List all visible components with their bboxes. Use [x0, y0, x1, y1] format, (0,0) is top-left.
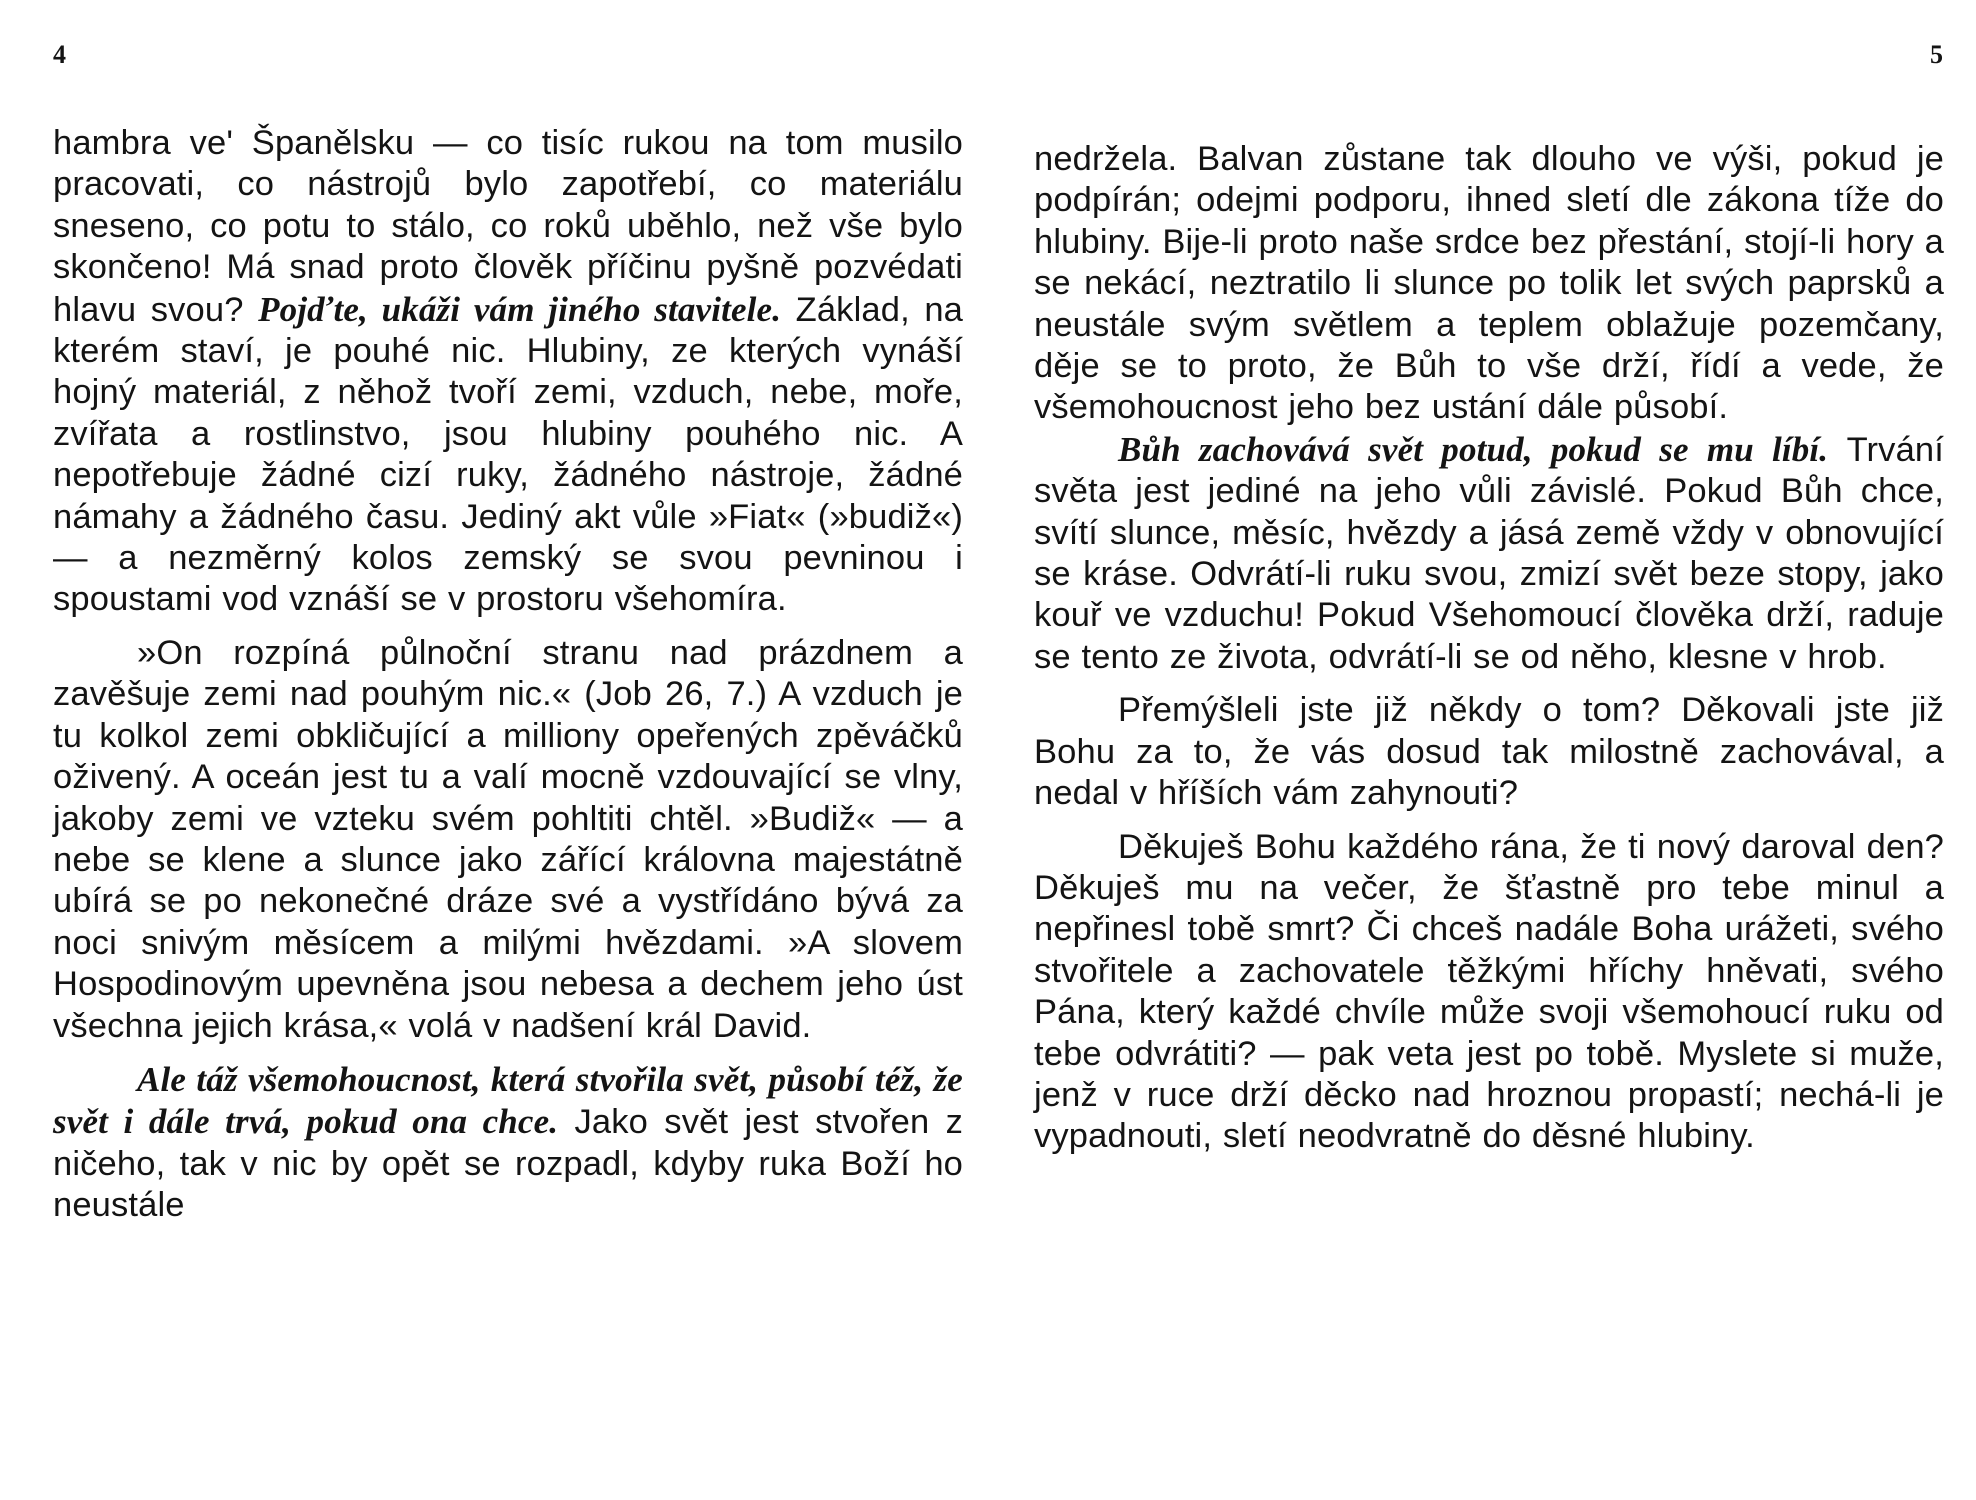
paragraph [53, 633, 963, 1047]
italic-segment: Pojďte, ukáži vám jiného stavitele. [258, 289, 782, 329]
text-segment: Trvání světa jest jediné na jeho vůli závislé. Pokud Bůh chce, svítí slunce, měsíc, hvězdy a jásá země vždy v obnovující se kráse. Odvrátí-li ruku svou, zmizí svět beze stopy, jako kouř ve vzduchu! Pokud Všehomoucí člověka drží, raduje se tento ze života, odvrátí-li se od něho, klesne v hrob. [1034, 430, 1944, 676]
text-segment: hambra ve' Španělsku — co tisíc rukou na tom musilo pracovati, co nástrojů bylo zapotřebí, co materiálu sneseno, co potu to stálo, co roků uběhlo, než vše bylo skončeno! Má snad proto člověk příčinu pyšně pozvédati hlavu svou? [53, 124, 963, 329]
text-segment: Děkuješ Bohu každého rána, že ti nový daroval den? Děkuješ mu na večer, že šťastně pro tebe minul a nepřinesl tobě smrt? Či chceš nadále Boha urážeti, svého stvořitele a zachovatele těžkými hříchy hněvati, svého Pána, který každé chvíle může svoji všemohoucí ruku od tebe odvrátiti? — pak veta jest po tobě. Myslete si muže, jenž v ruce drží děcko nad hroznou propastí; nechá-li je vypadnouti, sletí neodvratně do děsné hlubiny. [1034, 827, 1944, 1156]
paragraph [1034, 139, 1944, 429]
right-page [988, 0, 1976, 1500]
text-segment: Základ, na kterém staví, je pouhé nic. Hlubiny, ze kterých vynáší hojný materiál, z něhož tvoří zemi, vzduch, nebe, moře, zvířata a rostlinstvo, jsou hlubiny pouhého nic. A nepotřebuje žádné cizí ruky, žádného nástroje, žádné námahy a žádného času. Jediný akt vůle »Fiat« (»budiž«) — a nezměrný kolos zemský se svou pevninou i spoustami vod vznáší se v prostoru všehomíra. [53, 290, 963, 619]
text-column [53, 123, 963, 1227]
italic-segment: Bůh zachovává svět potud, pokud se mu líbí. [1118, 429, 1829, 469]
italic-segment: Ale táž všemohoucnost, která stvořila svět, působí též, že svět i dále trvá, pokud ona chce. [53, 1059, 963, 1142]
paragraph [1034, 827, 1944, 1158]
paragraph [1034, 429, 1944, 678]
page-number: 4 [53, 40, 66, 69]
text-segment: Přemýšleli jste již někdy o tom? Děkovali jste již Bohu za to, že vás dosud tak milostně zachovával, a nedal v hříších vám zahynouti? [1034, 691, 1944, 813]
paragraph [1034, 690, 1944, 814]
paragraph [53, 123, 963, 621]
text-segment: »On rozpíná půlnoční stranu nad prázdnem a zavěšuje zemi nad pouhým nic.« (Job 26, 7.) A vzduch je tu kolkol zemi obkličující a milliony opeřených zpěváčků oživený. A oceán jest tu a valí mocně vzdouvající se vlny, jakoby zemi ve vzteku svém pohltiti chtěl. »Budiž« — a nebe se klene a slunce jako zářící královna majestátně ubírá se po nekonečné dráze své a vystřídáno bývá za noci snivým měsícem a milými hvězdami. »A slovem Hospodinovým upevněna jsou nebesa a dechem jeho úst všechna jejich krása,« volá v nadšení král David. [53, 633, 963, 1045]
text-column [1034, 139, 1944, 1158]
paragraph [53, 1059, 963, 1227]
page-number: 5 [1930, 40, 1943, 69]
text-segment: nedržela. Balvan zůstane tak dlouho ve výši, pokud je podpírán; odejmi podporu, ihned sletí dle zákona tíže do hlubiny. Bije-li proto naše srdce bez přestání, stojí-li hory a se nekácí, neztratilo li slunce po tolik let svých paprsků a neustále svým světlem a teplem oblažuje pozemčany, děje se to proto, že Bůh to vše drží, řídí a vede, že všemohoucnost jeho bez ustání dále působí. [1034, 140, 1944, 427]
text-segment: Jako svět jest stvořen z ničeho, tak v nic by opět se rozpadl, kdyby ruka Boží ho neustále [53, 1103, 963, 1225]
